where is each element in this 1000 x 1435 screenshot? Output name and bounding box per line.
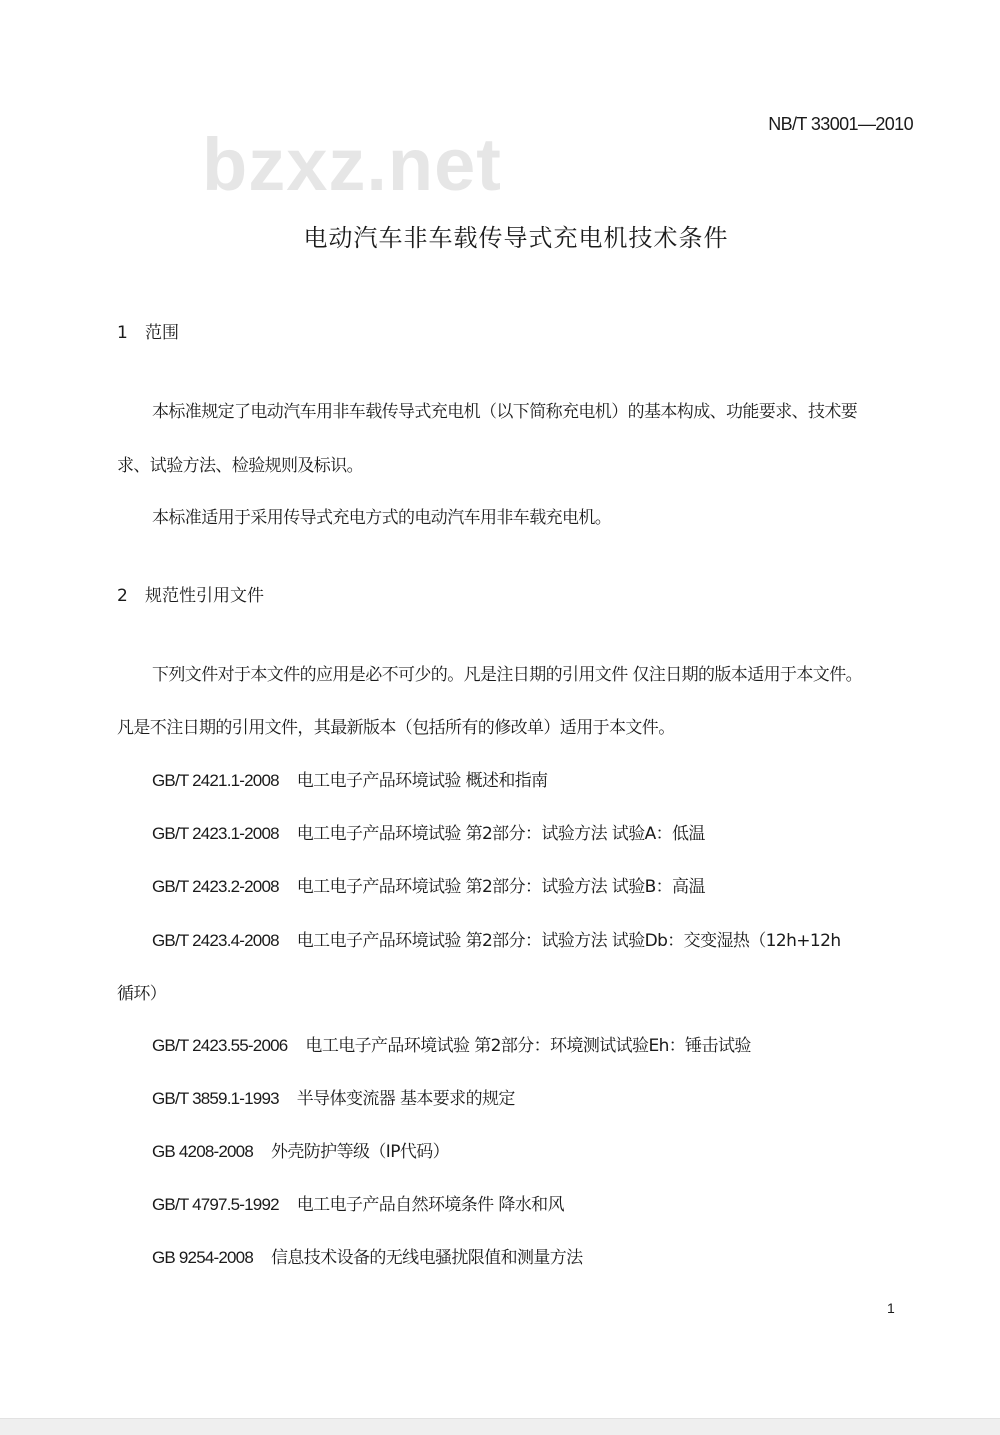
reference-code: GB/T 2423.55-2006	[152, 1036, 288, 1055]
section-2-intro-line-2: 凡是不注日期的引用文件，其最新版本（包括所有的修改单）适用于本文件。	[117, 718, 675, 738]
reference-item	[152, 1031, 751, 1056]
section-1-paragraph-2: 本标准适用于采用传导式充电方式的电动汽车用非车载充电机。	[152, 508, 612, 528]
section-2-intro-line-1: 下列文件对于本文件的应用是必不可少的。凡是注日期的引用文件 仅注日期的版本适用于本文件。	[152, 665, 863, 685]
reference-continuation: 循环）	[117, 984, 167, 1004]
reference-title: 电工电子产品自然环境条件 降水和风	[296, 1195, 564, 1215]
reference-code: GB/T 2421.1-2008	[152, 771, 279, 790]
section-1-heading	[117, 318, 179, 343]
reference-code: GB 4208-2008	[152, 1142, 253, 1161]
reference-item	[152, 766, 548, 791]
reference-title: 信息技术设备的无线电骚扰限值和测量方法	[270, 1248, 583, 1268]
reference-title: 电工电子产品环境试验 第2部分：试验方法 试验Db：交变湿热（12h+12h	[296, 931, 841, 951]
section-2-number: 2	[117, 586, 128, 606]
reference-code: GB/T 4797.5-1992	[152, 1195, 279, 1214]
reference-title: 电工电子产品环境试验 概述和指南	[296, 771, 548, 791]
watermark-text: bzxz.net	[202, 123, 502, 206]
reference-code: GB/T 2423.1-2008	[152, 824, 279, 843]
reference-title: 电工电子产品环境试验 第2部分：环境测试试验Eh：锤击试验	[305, 1036, 751, 1056]
reference-item	[152, 1084, 515, 1109]
reference-item	[152, 926, 841, 951]
reference-item	[152, 1243, 583, 1268]
section-1-paragraph-1-line-1: 本标准规定了电动汽车用非车载传导式充电机（以下简称充电机）的基本构成、功能要求、技术要	[152, 402, 858, 422]
section-1-paragraph-1-line-2: 求、试验方法、检验规则及标识。	[117, 456, 363, 476]
reference-item	[152, 872, 705, 897]
section-2-title: 规范性引用文件	[145, 586, 264, 606]
reference-title: 半导体变流器 基本要求的规定	[296, 1089, 515, 1109]
section-2-heading	[117, 581, 264, 606]
reference-title: 电工电子产品环境试验 第2部分：试验方法 试验B：高温	[296, 877, 705, 897]
document-title: 电动汽车非车载传导式充电机技术条件	[303, 224, 729, 252]
page-number: 1	[887, 1300, 895, 1316]
reference-item	[152, 1137, 449, 1162]
reference-item	[152, 819, 705, 844]
reference-code: GB/T 3859.1-1993	[152, 1089, 279, 1108]
standard-number: NB/T 33001—2010	[768, 114, 913, 134]
reference-code: GB/T 2423.2-2008	[152, 877, 279, 896]
reference-title: 外壳防护等级（IP代码）	[270, 1142, 450, 1162]
section-1-number: 1	[117, 323, 128, 343]
reference-code: GB 9254-2008	[152, 1248, 253, 1267]
reference-item	[152, 1190, 564, 1215]
reference-title: 电工电子产品环境试验 第2部分：试验方法 试验A：低温	[296, 824, 705, 844]
reference-code: GB/T 2423.4-2008	[152, 931, 279, 950]
viewer-bottom-strip	[0, 1418, 1000, 1435]
section-1-title: 范围	[145, 323, 179, 343]
